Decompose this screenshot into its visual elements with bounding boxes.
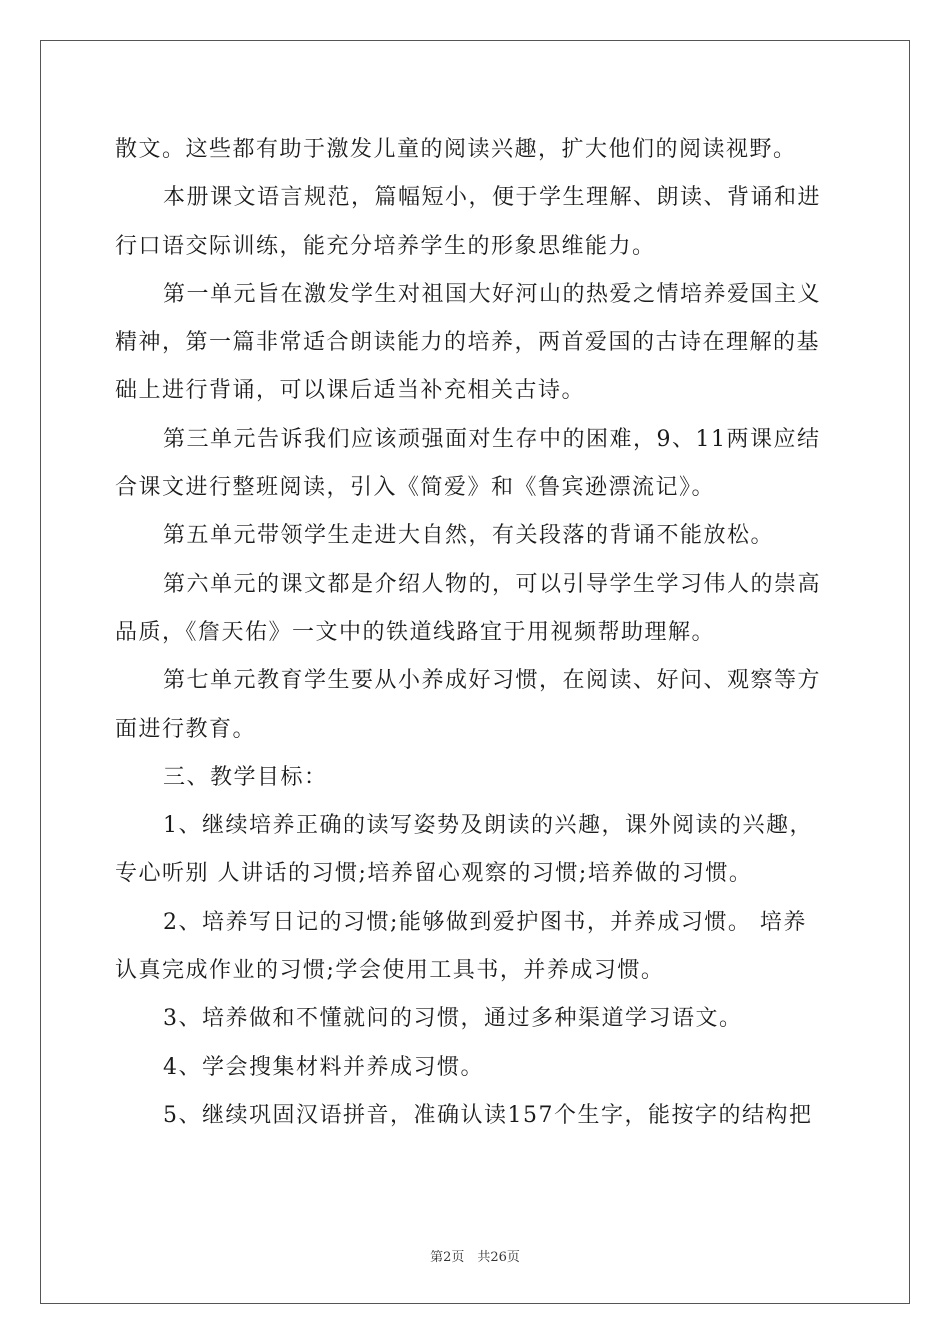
text-line: 品质，《詹天佑》一文中的铁道线路宜于用视频帮助理解。 (115, 619, 716, 645)
text-line: 第一单元旨在激发学生对祖国大好河山的热爱之情培养爱国主义 (163, 281, 822, 307)
text-line: 3、培养做和不懂就问的习惯，通过多种渠道学习语文。 (163, 1006, 743, 1032)
text-line: 三、教学目标： (163, 764, 328, 790)
text-line: 认真完成作业的习惯;学会使用工具书，并养成习惯。 (115, 958, 665, 984)
text-line: 合课文进行整班阅读，引入《简爱》和《鲁宾逊漂流记》。 (115, 475, 716, 501)
text-line: 础上进行背诵，可以课后适当补充相关古诗。 (115, 378, 586, 404)
text-line: 面进行教育。 (115, 716, 257, 742)
text-line: 行口语交际训练，能充分培养学生的形象思维能力。 (115, 233, 656, 259)
text-line: 2、培养写日记的习惯;能够做到爱护图书，并养成习惯。 培养 (163, 909, 807, 935)
text-line: 本册课文语言规范，篇幅短小，便于学生理解、朗读、背诵和进 (163, 185, 822, 211)
text-line: 散文。这些都有助于激发儿童的阅读兴趣，扩大他们的阅读视野。 (115, 137, 797, 162)
page-number-footer: 第2页 共26页 (430, 1250, 520, 1265)
document-body (115, 126, 835, 1140)
text-line: 第六单元的课文都是介绍人物的，可以引导学生学习伟人的崇高 (163, 571, 822, 597)
text-line: 第三单元告诉我们应该顽强面对生存中的困难，9、11两课应结 (163, 426, 821, 452)
text-line: 第七单元教育学生要从小养成好习惯，在阅读、好问、观察等方 (163, 668, 822, 694)
text-line: 第五单元带领学生走进大自然，有关段落的背诵不能放松。 (163, 523, 775, 549)
text-line: 5、继续巩固汉语拼音，准确认读157个生字，能按字的结构把 (163, 1102, 813, 1128)
text-line: 精神，第一篇非常适合朗读能力的培养，两首爱国的古诗在理解的基 (115, 330, 821, 356)
text-line: 1、继续培养正确的读写姿势及朗读的兴趣，课外阅读的兴趣， (163, 813, 813, 839)
text-line: 专心听别 人讲话的习惯;培养留心观察的习惯;培养做的习惯。 (115, 861, 753, 887)
text-line: 4、学会搜集材料并养成习惯。 (163, 1054, 484, 1080)
